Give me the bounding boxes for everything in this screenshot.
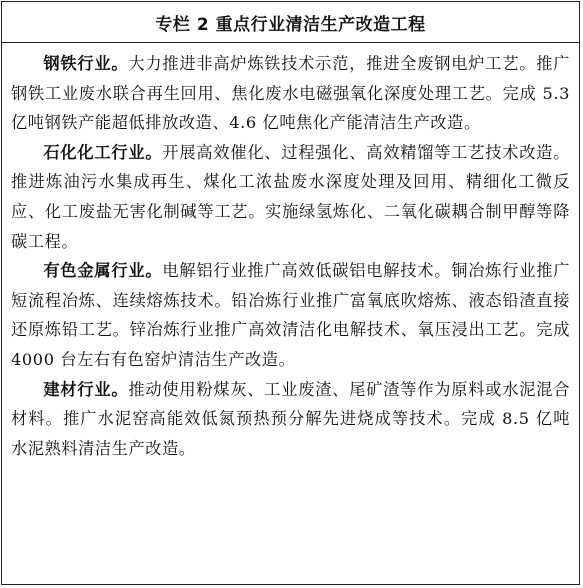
section-heading: 钢铁行业。 (43, 54, 129, 73)
section-steel (11, 49, 570, 138)
section-heading: 石化化工行业。 (43, 142, 163, 162)
section-body: 推动使用粉煤灰、工业废渣、尾矿渣等作为原料或水泥混合材料。推广水泥窑高能效低氮预热预分解先进烧成等技术。完成 8.5 亿吨水泥熟料清洁生产改造。 (11, 379, 570, 458)
section-heading: 建材行业。 (43, 379, 129, 399)
section-petrochemical (11, 138, 570, 256)
section-building-materials (11, 375, 570, 464)
section-body: 开展高效催化、过程强化、高效精馏等工艺技术改造。推进炼油污水集成再生、煤化工浓盐废水深度处理及回用、精细化工微反应、化工废盐无害化制碱等工艺。实施绿氢炼化、二氧化碳耦合制甲醇等降碳工程。 (11, 142, 571, 251)
section-nonferrous (11, 256, 570, 374)
feature-box (1, 1, 580, 585)
box-title: 专栏 2 重点行业清洁生产改造工程 (2, 2, 579, 43)
box-content (2, 43, 579, 463)
section-body: 大力推进非高炉炼铁技术示范，推进全废钢电炉工艺。推广钢铁工业废水联合再生回用、焦化废水电磁强氧化深度处理工艺。完成 5.3 亿吨钢铁产能超低排放改造、4.6 亿吨焦化产能清洁生产改造。 (11, 54, 570, 133)
section-heading: 有色金属行业。 (43, 261, 163, 281)
section-body: 电解铝行业推广高效低碳铝电解技术。铜冶炼行业推广短流程冶炼、连续熔炼技术。铅冶炼行业推广富氧底吹熔炼、液态铅渣直接还原炼铅工艺。锌冶炼行业推广高效清洁化电解技术、氧压浸出工艺。完成 4000 台左右有色窑炉清洁生产改造。 (11, 261, 571, 369)
